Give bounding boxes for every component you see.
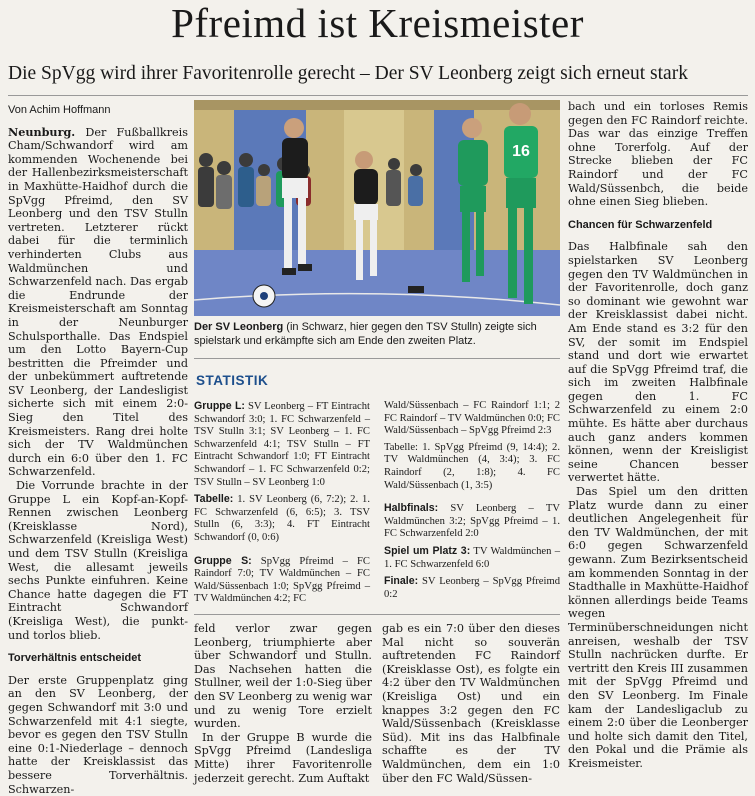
paragraph-col3: gab es ein 7:0 über den dieses Mal nicht so souverän auftretenden FC Raindorf (Kreisklasse Ost), es folgte ein 4:2 über den TV Waldmünchen (Kreisliga Ost) und ein knappes 3:2 gegen den FC Wald/Süssenbach (Kreisklasse Süd). Mit ins das Halbfinale schaffte es der TV Waldmünchen, dem ein 1:0 über den FC Wald/Süssen- bbox=[382, 622, 560, 785]
paragraph-col4-1: bach und ein torloses Remis gegen den FC Raindorf reichte. Das war das einzige Treffen ohne Torerfolg. Auf der Strecke blieben der FC Raindorf und der FC Wald/Süssenbch, die beide ohne einen Sieg blieben. bbox=[568, 100, 748, 209]
paragraph-col2: feld verlor zwar gegen Leonberg, triumphierte aber über Schwandorf und Stulln. Das Nachsehen hatten die Stullner, weil der 1:0-Sieg über den SV Leonberg zu wenig war und zu wenig Tore erzielt wurden. bbox=[194, 622, 372, 731]
stat-text: SV Leonberg – TV Waldmünchen 3:2; SpVgg Pfreimd – 1. FC Schwarzenfeld 2:0 bbox=[384, 503, 560, 540]
stat-tabelle-s bbox=[384, 442, 560, 492]
stat-text: SV Leonberg – FT Eintracht Schwandorf 3:0; 1. FC Schwarzenfeld – TSV Stulln 3:1; SV Leonberg – 1. FC Schwarzenfeld 4:1; TSV Stulln – FT Eintracht Schwandorf 1:0; FT Eintracht Schwandorf – 1. FC Schwarzenfeld 0:2; TSV Stulln – SV Leonberg 1:0 bbox=[194, 401, 370, 488]
statistik-left-column bbox=[194, 400, 370, 610]
paragraph-vorrunde: Die Vorrunde brachte in der Gruppe L ein Kopf-an-Kopf-Rennen zwischen Leonberg (Kreisklasse Nord), Schwarzenfeld (Kreisliga West) und dem TSV Stulln (Kreisliga West, die allesamt jeweils sechs Punkte einfuhren. Keine Chance hatte dagegen die FT Eintracht Schwandorf (Kreisliga West), die punkt- und torlos blieb. bbox=[8, 479, 188, 642]
paragraph-platz3: Das Spiel um den dritten Platz wurde dann zu einer deutlichen Angelegenheit für den TV Waldmünchen, der mit 6:0 gegen Schwarzenfeld gewann. Zum Bezirksentscheid am kommenden Sonntag in der Stadthalle in Maxhütte-Haidhof können allerdings beide Teams wegen Terminüberschneidungen nicht anreisen, weshalb der TSV Stulln nachrücken durfte. Er vertritt den Kreis III zusammen mit der SpVgg Pfreimd und den SV Leonberg. Im Finale kam der Landesligaclub zu einem 2:0 über die Leonberger und holte sich damit den Titel, den Pokal und die Prämie als Kreismeister. bbox=[568, 485, 748, 770]
subhead-torverhaeltnis: Torverhältnis entscheidet bbox=[8, 652, 142, 665]
header-divider bbox=[8, 95, 748, 96]
lead-paragraph bbox=[8, 126, 188, 479]
stat-label: Spiel um Platz 3: bbox=[384, 544, 471, 557]
stat-halbfinals bbox=[384, 502, 560, 541]
stat-label: Gruppe L: bbox=[194, 400, 245, 412]
stat-label: Halbfinals: bbox=[384, 502, 439, 515]
paragraph-halbfinale: Das Halbfinale sah den spielstarken SV Leonberg gegen den TV Waldmünchen in der Favoritenrolle, doch ganz so dominant wie gewohnt war der Kreisklassist dabei nicht. Am Ende stand es 3:2 für den SV, der somit im Endspiel stand und dort wie erwartet auf die SpVgg Pfreimd traf, die sich im zweiten Halbfinale gegen den 1. FC Schwarzenfeld zu einem 2:0 mühte. Es hätte aber durchaus auch ganz anders kommen können, wenn der Kreisligist seine Chancen besser verwertet hätte. bbox=[568, 240, 748, 485]
article-subheadline: Die SpVgg wird ihrer Favoritenrolle gerecht – Der SV Leonberg zeigt sich erneut stark bbox=[8, 63, 688, 84]
lead-text: Der Fußballkreis Cham/Schwandorf wird am kommenden Wochenende bei der Hallenbezirksmeisterschaft in Maxhütte-Haidhof durch die SpVgg Pfreimd, den SV Leonberg und den TSV Stulln vertreten. Letzterer rückt dabei für die terminlich verhinderten Clubs aus Waldmünchen und Schwarzenfeld nach. Das ergab die Endrunde der Kreismeisterschaft am Sonntag in der Neunburger Schulsporthalle. Das Endspiel um den Lotto Bayern-Cup bestritten die Pfreimder und der unbekümmert auftretende SV Leonberg, der Landesligist sicherte sich mit einem 2:0-Sieg den Titel des Kreismeisters. Rang drei holte sich der TV Waldmünchen durch ein 6:0 über den 1. FC Schwarzenfeld. bbox=[8, 125, 188, 479]
stat-finale bbox=[384, 575, 560, 601]
photo-illustration bbox=[194, 100, 560, 316]
stat-platz3 bbox=[384, 545, 560, 571]
stat-text: SV Leonberg – SpVgg Pfreimd 0:2 bbox=[384, 576, 560, 600]
subhead-chancen: Chancen für Schwarzenfeld bbox=[568, 218, 713, 231]
stat-gruppe-s-cont bbox=[384, 400, 560, 438]
jersey-number: 16 bbox=[512, 143, 530, 160]
stat-text: Wald/Süssenbach – FC Raindorf 1:1; 2 FC Raindorf – TV Waldmünchen 0:0; FC Wald/Süssenbach – SpVgg Pfreimd 2:3 bbox=[384, 400, 560, 437]
column-4 bbox=[568, 100, 748, 771]
column-3 bbox=[382, 622, 560, 785]
dateline: Neunburg. bbox=[8, 124, 76, 139]
caption-text: (in Schwarz, hier gegen den TSV Stulln) zeigte sich spielstark und erkämpfte sich am Ende den zweiten Platz. bbox=[194, 321, 537, 347]
statistik-divider bbox=[194, 614, 560, 615]
column-1 bbox=[8, 104, 188, 796]
stat-label: Tabelle: bbox=[194, 493, 234, 506]
stat-text: Tabelle: 1. SpVgg Pfreimd (9, 14:4); 2. TV Waldmünchen (4, 3:4); 3. FC Raindorf (2, 1:8); 4. FC Wald/Süssenbach (1, 3:5) bbox=[384, 441, 560, 491]
column-2 bbox=[194, 622, 372, 785]
stat-text: SpVgg Pfreimd – FC Raindorf 7:0; TV Waldmünchen – FC Wald/Süssenbach 1:0; SpVgg Pfreimd – TV Waldmünchen 4:2; FC bbox=[194, 555, 370, 605]
paragraph-gruppenplatz: Der erste Gruppenplatz ging an den SV Leonberg, der gegen Schwandorf mit 3:0 und Schwarzenfeld mit 4:1 siegte, bevor es gegen den TSV Stulln eine 0:1-Niederlage – dennoch hatte der Kreisklassist das bessere Torverhältnis. Schwarzen- bbox=[8, 673, 188, 796]
stat-gruppe-l bbox=[194, 400, 370, 489]
statistik-heading: STATISTIK bbox=[196, 373, 269, 388]
caption-divider bbox=[194, 358, 560, 359]
author-byline: Von Achim Hoffmann bbox=[8, 104, 111, 116]
stat-text: TV Waldmünchen – 1. FC Schwarzenfeld 6:0 bbox=[384, 545, 560, 570]
photo-caption bbox=[194, 320, 560, 348]
stat-label: Gruppe S: bbox=[194, 554, 252, 567]
caption-bold: Der SV Leonberg bbox=[194, 321, 284, 333]
article-headline: Pfreimd ist Kreismeister bbox=[171, 0, 584, 46]
stat-tabelle-l bbox=[194, 493, 370, 544]
paragraph-gruppe-b: In der Gruppe B wurde die SpVgg Pfreimd (Landesliga Mitte) ihrer Favoritenrolle jederzeit gerecht. Zum Auftakt bbox=[194, 730, 372, 785]
match-photo bbox=[194, 100, 560, 316]
statistik-right-column bbox=[384, 400, 560, 605]
stat-text: 1. SV Leonberg (6, 7:2); 2. 1. FC Schwarzenfeld (6, 6:5); 3. TSV Stulln (6, 3:3); 4. FT Eintracht Schwandorf (0, 0:6) bbox=[194, 494, 370, 543]
stat-label: Finale: bbox=[384, 575, 419, 588]
stat-gruppe-s bbox=[194, 555, 370, 606]
